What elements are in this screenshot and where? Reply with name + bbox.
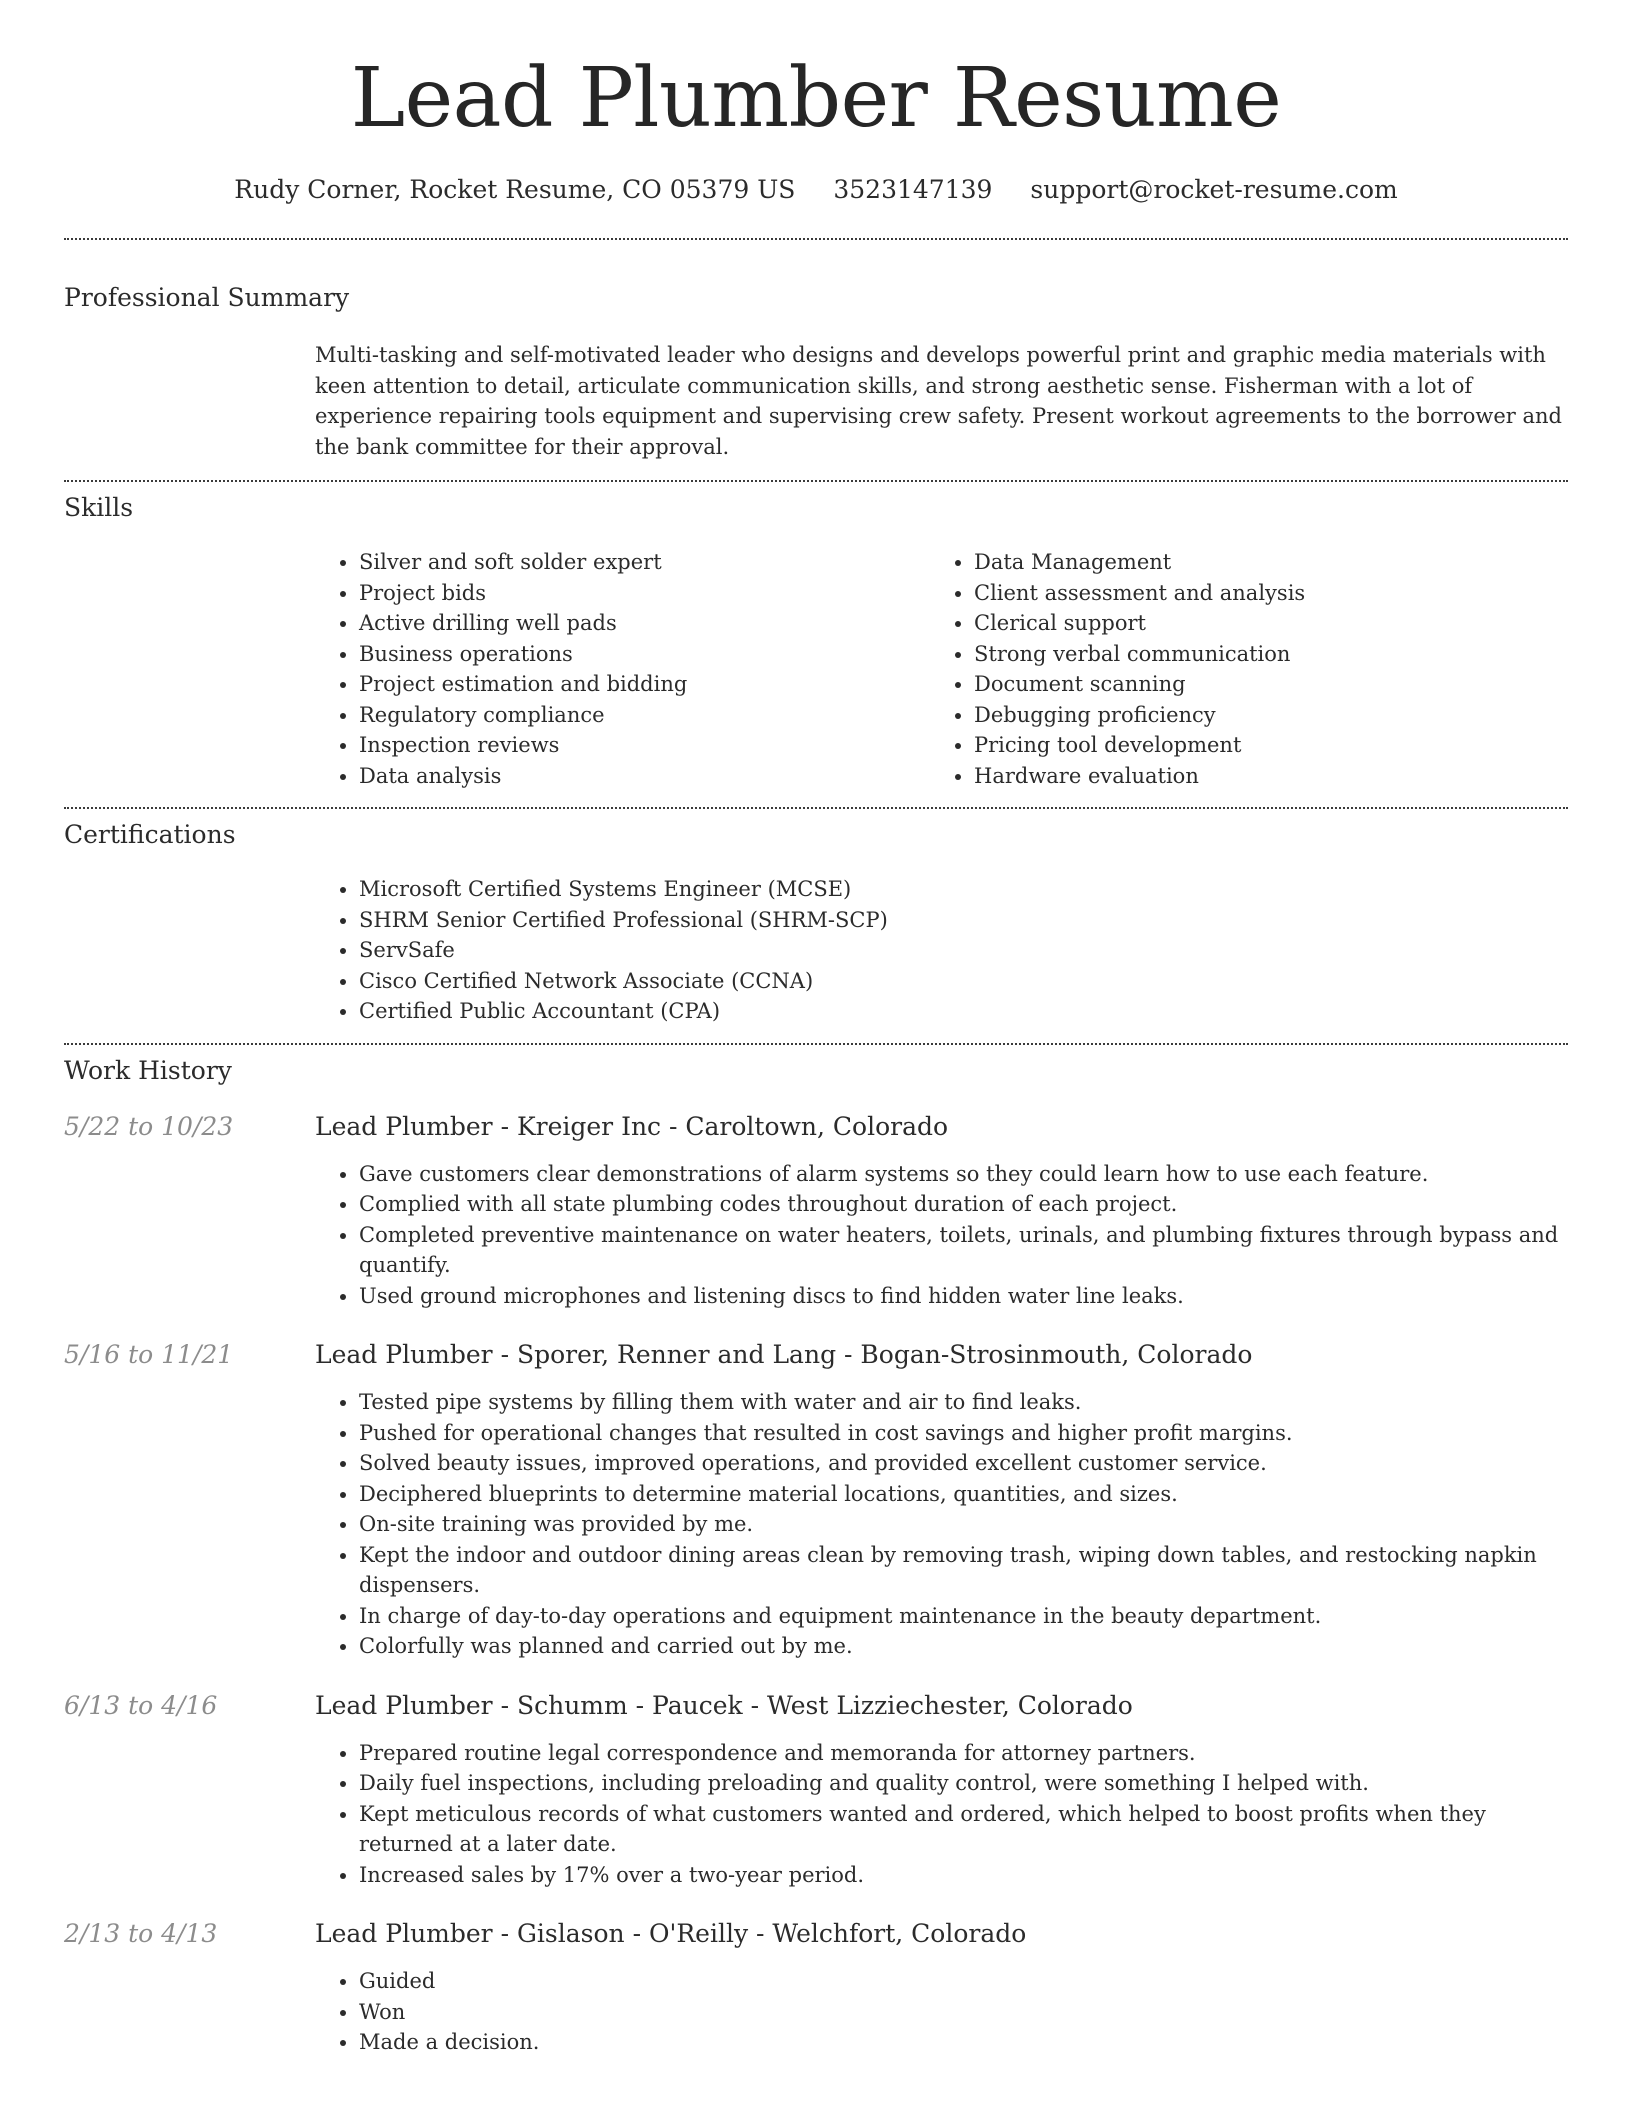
certification-item: • SHRM Senior Certified Professional (SHRM-SCP) bbox=[359, 905, 1568, 936]
skill-item: • Document scanning bbox=[974, 669, 1545, 700]
skill-item: • Data Management bbox=[974, 547, 1545, 578]
job-body bbox=[315, 1738, 1568, 1891]
skill-item: • Hardware evaluation bbox=[974, 761, 1545, 792]
work-history-heading: Work History bbox=[64, 1055, 232, 1085]
job-body bbox=[315, 1387, 1568, 1662]
summary-heading: Professional Summary bbox=[64, 283, 350, 312]
job-dates: 5/22 to 10/23 bbox=[64, 1111, 234, 1141]
skill-item: • Strong verbal communication bbox=[974, 639, 1545, 670]
contact-line bbox=[64, 174, 1568, 206]
skills-section bbox=[64, 482, 1568, 791]
certification-item: • Certified Public Accountant (CPA) bbox=[359, 996, 1568, 1027]
summary-body bbox=[315, 340, 1568, 462]
job-entry bbox=[64, 1111, 1568, 1312]
certifications-list bbox=[315, 874, 1568, 1027]
skill-item: • Active drilling well pads bbox=[359, 608, 930, 639]
job-bullets bbox=[315, 1387, 1568, 1662]
skill-item: • Data analysis bbox=[359, 761, 930, 792]
job-bullet: • Kept meticulous records of what customers wanted and ordered, which helped to boost profits when they returned at a later date. bbox=[359, 1799, 1568, 1860]
job-bullet: • Solved beauty issues, improved operations, and provided excellent customer service. bbox=[359, 1448, 1568, 1479]
job-bullet: • Used ground microphones and listening discs to find hidden water line leaks. bbox=[359, 1281, 1568, 1312]
resume-title: Lead Plumber Resume bbox=[350, 51, 1282, 146]
job-bullet: • Tested pipe systems by filling them with water and air to find leaks. bbox=[359, 1387, 1568, 1418]
job-bullet: • Daily fuel inspections, including preloading and quality control, were something I helped with. bbox=[359, 1768, 1568, 1799]
contact-address: Rudy Corner, Rocket Resume, CO 05379 US bbox=[234, 175, 796, 204]
job-header bbox=[64, 1339, 1568, 1371]
job-title: Lead Plumber - Kreiger Inc - Caroltown, Colorado bbox=[315, 1111, 949, 1141]
job-bullet: • Colorfully was planned and carried out by me. bbox=[359, 1631, 1568, 1662]
job-bullet: • Kept the indoor and outdoor dining areas clean by removing trash, wiping down tables, and restocking napkin dispensers. bbox=[359, 1540, 1568, 1601]
skill-item: • Pricing tool development bbox=[974, 730, 1545, 761]
job-bullet: • Pushed for operational changes that resulted in cost savings and higher profit margins. bbox=[359, 1418, 1568, 1449]
certification-item: • Microsoft Certified Systems Engineer (MCSE) bbox=[359, 874, 1568, 905]
job-header bbox=[64, 1690, 1568, 1722]
skills-heading: Skills bbox=[64, 493, 134, 522]
job-header bbox=[64, 1111, 1568, 1143]
skill-item: • Project bids bbox=[359, 578, 930, 609]
skill-item: • Business operations bbox=[359, 639, 930, 670]
job-dates: 2/13 to 4/13 bbox=[64, 1919, 218, 1948]
skill-item: • Regulatory compliance bbox=[359, 700, 930, 731]
contact-email: support@rocket-resume.com bbox=[1030, 175, 1398, 204]
job-title: Lead Plumber - Schumm - Paucek - West Lizziechester, Colorado bbox=[315, 1690, 1133, 1720]
certification-item: • ServSafe bbox=[359, 935, 1568, 966]
job-bullet: • Complied with all state plumbing codes throughout duration of each project. bbox=[359, 1189, 1568, 1220]
job-bullet: • Gave customers clear demonstrations of alarm systems so they could learn how to use each feature. bbox=[359, 1159, 1568, 1190]
certifications-heading: Certifications bbox=[64, 820, 236, 849]
job-entry bbox=[64, 1690, 1568, 1891]
skill-item: • Clerical support bbox=[974, 608, 1545, 639]
job-bullet: • Completed preventive maintenance on water heaters, toilets, urinals, and plumbing fixtures through bypass and quantify. bbox=[359, 1220, 1568, 1281]
job-bullets bbox=[315, 1966, 1568, 2058]
job-bullets bbox=[315, 1159, 1568, 1312]
job-bullet: • Won bbox=[359, 1997, 1568, 2028]
skill-item: • Inspection reviews bbox=[359, 730, 930, 761]
certification-item: • Cisco Certified Network Associate (CCNA) bbox=[359, 966, 1568, 997]
job-bullets bbox=[315, 1738, 1568, 1891]
summary-text: Multi-tasking and self-motivated leader who designs and develops powerful print and graphic media materials with keen attention to detail, articulate communication skills, and strong aesthetic sense. Fisherman with a lot of experience repairing tools equipment and supervising crew safety. Present workout agreements to the borrower and the bank committee for their approval. bbox=[315, 343, 1562, 459]
job-bullet: • Prepared routine legal correspondence and memoranda for attorney partners. bbox=[359, 1738, 1568, 1769]
job-entry bbox=[64, 1918, 1568, 2058]
job-header bbox=[64, 1918, 1568, 1950]
skills-list-left bbox=[315, 547, 930, 791]
skill-item: • Debugging proficiency bbox=[974, 700, 1545, 731]
job-bullet: • Deciphered blueprints to determine material locations, quantities, and sizes. bbox=[359, 1479, 1568, 1510]
job-entry bbox=[64, 1339, 1568, 1662]
job-title: Lead Plumber - Sporer, Renner and Lang - Bogan-Strosinmouth, Colorado bbox=[315, 1340, 1253, 1369]
job-bullet: • Made a decision. bbox=[359, 2027, 1568, 2058]
skill-item: • Project estimation and bidding bbox=[359, 669, 930, 700]
job-dates: 6/13 to 4/16 bbox=[64, 1690, 218, 1720]
certifications-section bbox=[64, 809, 1568, 1027]
skill-item: • Silver and soft solder expert bbox=[359, 547, 930, 578]
job-bullet: • In charge of day-to-day operations and equipment maintenance in the beauty department. bbox=[359, 1601, 1568, 1632]
job-body bbox=[315, 1159, 1568, 1312]
job-title: Lead Plumber - Gislason - O'Reilly - Welchfort, Colorado bbox=[315, 1919, 1027, 1948]
job-bullet: • On-site training was provided by me. bbox=[359, 1509, 1568, 1540]
job-bullet: • Guided bbox=[359, 1966, 1568, 1997]
summary-section bbox=[64, 240, 1568, 462]
skills-body bbox=[315, 547, 1568, 791]
job-body bbox=[315, 1966, 1568, 2058]
contact-phone: 3523147139 bbox=[833, 175, 993, 204]
job-dates: 5/16 to 11/21 bbox=[64, 1340, 234, 1369]
work-history-section bbox=[64, 1045, 1568, 2058]
job-bullet: • Increased sales by 17% over a two-year period. bbox=[359, 1860, 1568, 1891]
certifications-body bbox=[315, 874, 1568, 1027]
skill-item: • Client assessment and analysis bbox=[974, 578, 1545, 609]
skills-list-right bbox=[930, 547, 1545, 791]
